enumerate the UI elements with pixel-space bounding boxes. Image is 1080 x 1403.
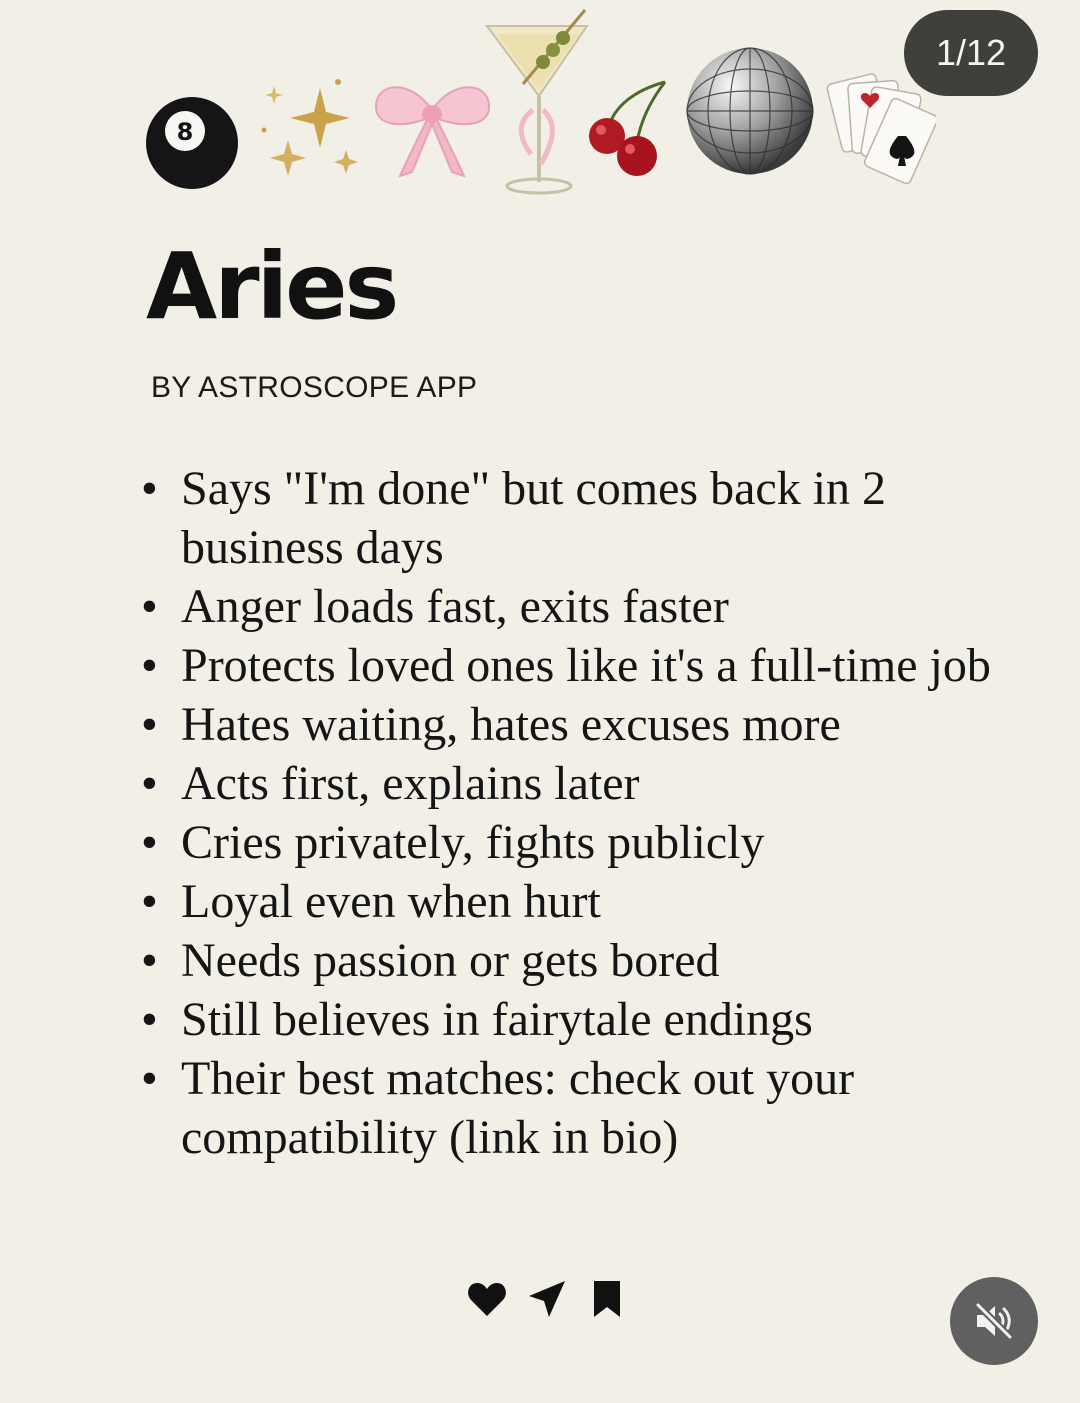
list-item: • Their best matches: check out your compatibility (link in bio) (141, 1049, 1001, 1167)
list-item: • Acts first, explains later (141, 754, 1001, 813)
mute-button[interactable] (950, 1277, 1038, 1365)
eight-ball-icon (143, 94, 241, 192)
send-icon (526, 1278, 568, 1320)
bookmark-icon (586, 1278, 628, 1320)
list-item: • Still believes in fairytale endings (141, 990, 1001, 1049)
pink-bow-icon (370, 68, 495, 183)
list-item: • Cries privately, fights publicly (141, 813, 1001, 872)
trait-list (141, 459, 1001, 1167)
list-item: • Says "I'm done" but comes back in 2 business days (141, 459, 1001, 577)
svg-text:8: 8 (176, 118, 194, 146)
slide-counter-text: 1/12 (935, 32, 1007, 73)
disco-ball-icon (683, 44, 817, 178)
post-title: Aries (146, 233, 397, 340)
sparkles-icon (258, 70, 368, 185)
martini-glass-icon (483, 4, 593, 204)
list-item: • Protects loved ones like it's a full-time job (141, 636, 1001, 695)
list-item: • Anger loads fast, exits faster (141, 577, 1001, 636)
playing-cards-icon (826, 70, 936, 195)
cherries-icon (585, 76, 680, 181)
speaker-muted-icon (972, 1299, 1016, 1343)
list-item: • Hates waiting, hates excuses more (141, 695, 1001, 754)
list-item: • Loyal even when hurt (141, 872, 1001, 931)
post-byline: BY ASTROSCOPE APP (151, 371, 478, 404)
action-icons (466, 1278, 628, 1320)
heart-icon (466, 1278, 508, 1320)
list-item: • Needs passion or gets bored (141, 931, 1001, 990)
